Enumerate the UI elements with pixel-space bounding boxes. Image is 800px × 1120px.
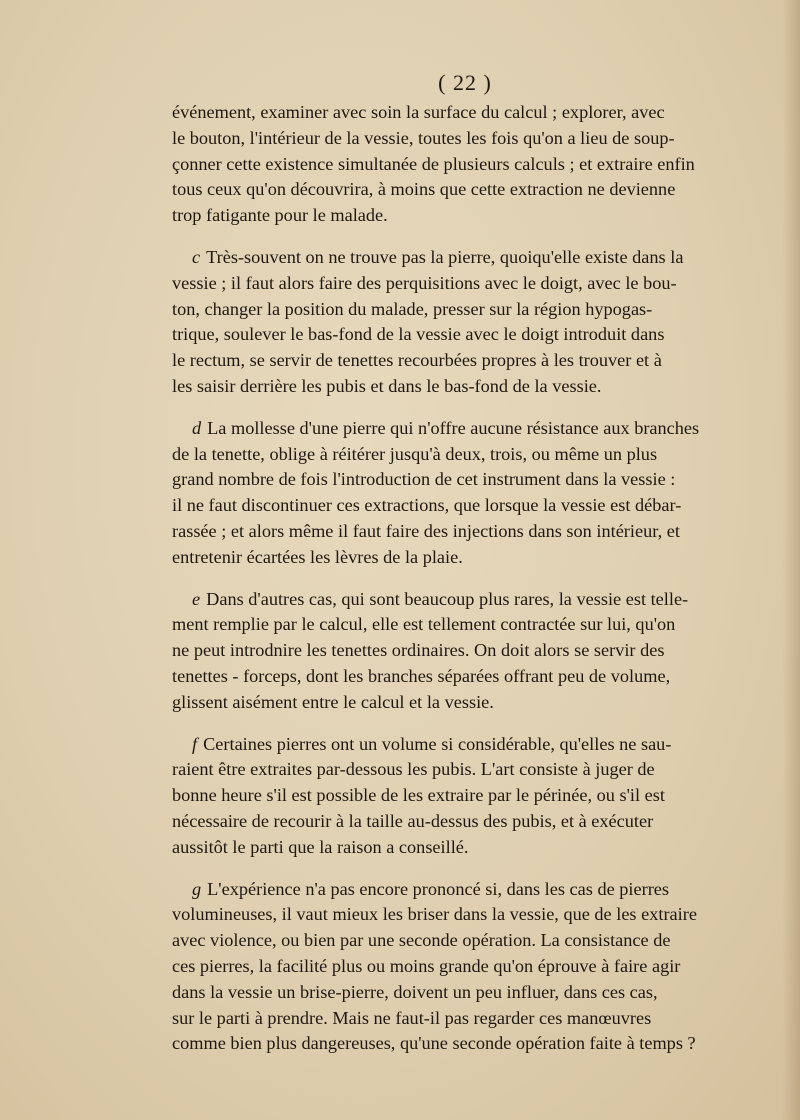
text-line [172, 928, 762, 954]
text-line [172, 638, 762, 664]
line-text: ton, changer la position du malade, presser sur la région hypogas- [172, 298, 653, 319]
line-text: le rectum, se servir de tenettes recourbées propres à les trouver et à [172, 350, 662, 371]
line-text: ment remplie par le calcul, elle est tellement contractée sur lui, qu'on [172, 614, 676, 635]
text-line [172, 980, 762, 1006]
paragraph-marker: c [192, 246, 201, 267]
paragraph-marker: f [192, 733, 198, 754]
line-text: La mollesse d'une pierre qui n'offre aucune résistance aux branches [207, 417, 700, 438]
line-text: Dans d'autres cas, qui sont beaucoup plus rares, la vessie est telle- [206, 588, 689, 609]
text-line [172, 519, 762, 545]
line-text: trique, soulever le bas-fond de la vessie avec le doigt introduit dans [172, 324, 665, 345]
line-text: L'expérience n'a pas encore prononcé si, dans les cas de pierres [207, 878, 670, 899]
text-line [172, 152, 762, 178]
text-line [172, 1031, 762, 1057]
text-line [172, 203, 762, 229]
text-line [172, 177, 762, 203]
line-text: dans la vessie un brise-pierre, doivent un peu influer, dans ces cas, [172, 981, 658, 1002]
text-line [172, 877, 762, 903]
paragraph-marker: d [192, 417, 202, 438]
line-text: avec violence, ou bien par une seconde opération. La consistance de [172, 930, 671, 951]
paragraph-d [172, 416, 762, 571]
line-text: ces pierres, la facilité plus ou moins grande qu'on éprouve à faire agir [172, 955, 681, 976]
text-line [172, 374, 762, 400]
text-line [172, 126, 762, 152]
line-text: comme bien plus dangereuses, qu'une seconde opération faite à temps ? [172, 1033, 696, 1054]
text-line [172, 442, 762, 468]
text-line [172, 835, 762, 861]
line-text: volumineuses, il vaut mieux les briser dans la vessie, que de les extraire [172, 904, 697, 925]
line-text: trop fatigante pour le malade. [172, 205, 388, 226]
line-text: entretenir écartées les lèvres de la plaie. [172, 546, 463, 567]
line-text: vessie ; il faut alors faire des perquisitions avec le doigt, avec le bou- [172, 272, 677, 293]
text-line [172, 416, 762, 442]
page-edge-shadow [782, 0, 800, 1120]
text-line [172, 954, 762, 980]
text-line [172, 100, 762, 126]
line-text: bonne heure s'il est possible de les extraire par le périnée, ou s'il est [172, 785, 665, 806]
paragraph-g [172, 877, 762, 1058]
line-text: sur le parti à prendre. Mais ne faut-il pas regarder ces manœuvres [172, 1007, 652, 1028]
text-line [172, 322, 762, 348]
line-text: Très-souvent on ne trouve pas la pierre, quoiqu'elle existe dans la [206, 246, 684, 267]
page-number: ( 22 ) [438, 70, 492, 95]
paragraph-e [172, 587, 762, 716]
line-text: de la tenette, oblige à réitérer jusqu'à deux, trois, ou même un plus [172, 443, 658, 464]
text-line [172, 587, 762, 613]
text-line [172, 783, 762, 809]
text-line [172, 271, 762, 297]
text-line [172, 348, 762, 374]
text-line [172, 902, 762, 928]
line-text: rassée ; et alors même il faut faire des injections dans son intérieur, et [172, 520, 680, 541]
line-text: tenettes - forceps, dont les branches séparées offrant peu de volume, [172, 665, 671, 686]
line-text: événement, examiner avec soin la surface du calcul ; explorer, avec [172, 102, 665, 122]
text-line [172, 545, 762, 571]
line-text: tous ceux qu'on découvrira, à moins que cette extraction ne devienne [172, 179, 676, 200]
text-line [172, 1006, 762, 1032]
line-text: nécessaire de recourir à la taille au-dessus des pubis, et à exécuter [172, 810, 654, 831]
text-line [172, 757, 762, 783]
line-text: glissent aisément entre le calcul et la vessie. [172, 691, 494, 712]
line-text: grand nombre de fois l'introduction de cet instrument dans la vessie : [172, 469, 676, 490]
paragraph-marker: g [192, 878, 202, 899]
paragraph-c [172, 245, 762, 400]
paragraph-f [172, 732, 762, 861]
text-line [172, 809, 762, 835]
text-line [172, 245, 762, 271]
text-line [172, 493, 762, 519]
text-line [172, 664, 762, 690]
line-text: Certaines pierres ont un volume si considérable, qu'elles ne sau- [203, 733, 672, 754]
text-line [172, 467, 762, 493]
text-line [172, 612, 762, 638]
line-text: ne peut introdnire les tenettes ordinaires. On doit alors se servir des [172, 640, 665, 661]
text-line [172, 732, 762, 758]
line-text: les saisir derrière les pubis et dans le bas-fond de la vessie. [172, 375, 602, 396]
line-text: il ne faut discontinuer ces extractions, que lorsque la vessie est débar- [172, 495, 682, 516]
paragraph-intro [172, 100, 762, 229]
line-text: aussitôt le parti que la raison a conseillé. [172, 836, 469, 857]
line-text: le bouton, l'intérieur de la vessie, toutes les fois qu'on a lieu de soup- [172, 127, 675, 148]
text-line [172, 690, 762, 716]
line-text: çonner cette existence simultanée de plusieurs calculs ; et extraire enfin [172, 153, 695, 174]
text-line [172, 297, 762, 323]
paragraph-marker: e [192, 588, 201, 609]
body-text [172, 100, 762, 1073]
line-text: raient être extraites par-dessous les pubis. L'art consiste à juger de [172, 759, 655, 780]
